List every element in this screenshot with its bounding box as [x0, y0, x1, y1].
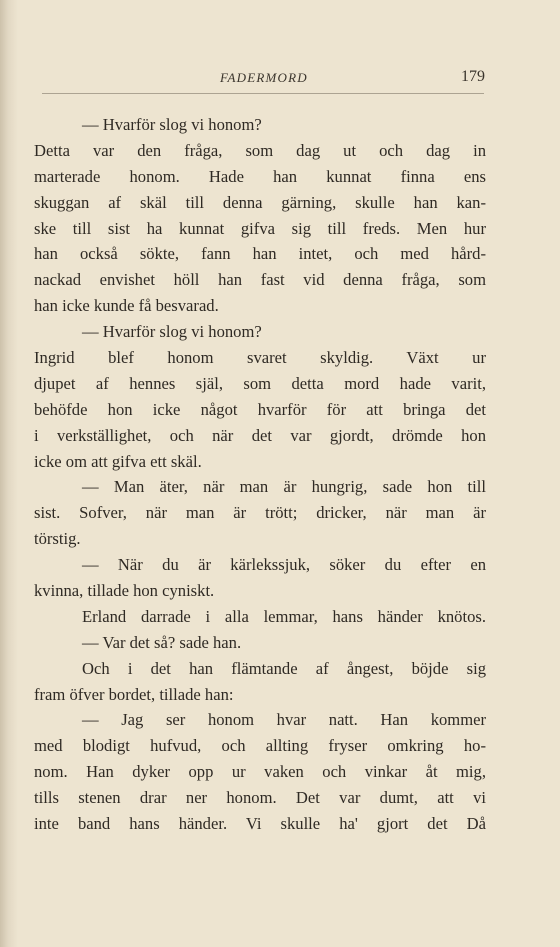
text-line: Ingrid blef honom svaret skyldig. Växt ur [34, 348, 486, 368]
text-line: behöfde hon icke något hvarför för att bringa det [34, 399, 486, 419]
text-line: nom. Han dyker opp ur vaken och vinkar åt mig, [34, 762, 486, 782]
text-line: marterade honom. Hade han kunnat finna ens [34, 166, 486, 186]
text-line: han också sökte, fann han intet, och med hård- [34, 244, 486, 264]
header-rule [42, 93, 484, 94]
text-line: tills stenen drar ner honom. Det var dumt, att vi [34, 788, 486, 808]
text-line: icke om att gifva ett skäl. [34, 451, 202, 471]
text-line: han icke kunde få besvarad. [34, 296, 219, 316]
text-line: törstig. [34, 529, 81, 549]
text-line: — Hvarför slog vi honom? [82, 115, 262, 134]
page-number: 179 [461, 68, 485, 85]
text-line: skuggan af skäl till denna gärning, skulle han kan- [34, 192, 486, 212]
running-header [0, 68, 560, 94]
chapter-title: FADERMORD [220, 70, 308, 85]
text-line: Detta var den fråga, som dag ut och dag in [34, 140, 486, 160]
text-line: ske till sist ha kunnat gifva sig till freds. Men hur [34, 218, 486, 238]
text-line: — Var det så? sade han. [82, 632, 242, 652]
text-line: djupet af hennes själ, som detta mord hade varit, [34, 373, 486, 393]
text-line: — Hvarför slog vi honom? [82, 322, 262, 342]
text-line: inte band hans händer. Vi skulle ha' gjort det Då [34, 814, 486, 834]
text-line: Och i det han flämtande af ångest, böjde sig [82, 658, 486, 678]
text-line: i verkställighet, och när det var gjordt, drömde hon [34, 425, 486, 445]
text-line: nackad envishet höll han fast vid denna fråga, som [34, 270, 486, 290]
body-text [34, 112, 486, 837]
text-line: fram öfver bordet, tillade han: [34, 684, 234, 704]
text-line: — Jag ser honom hvar natt. Han kommer [82, 710, 486, 730]
text-line: med blodigt hufvud, och allting fryser omkring ho- [34, 736, 486, 756]
text-line: sist. Sofver, när man är trött; dricker, när man är [34, 503, 486, 523]
text-line: kvinna, tillade hon cyniskt. [34, 581, 215, 601]
text-line: Erland darrade i alla lemmar, hans händer knötos. [82, 606, 486, 626]
text-line: — När du är kärlekssjuk, söker du efter en [82, 555, 486, 575]
text-line: — Man äter, när man är hungrig, sade hon till [82, 477, 486, 497]
